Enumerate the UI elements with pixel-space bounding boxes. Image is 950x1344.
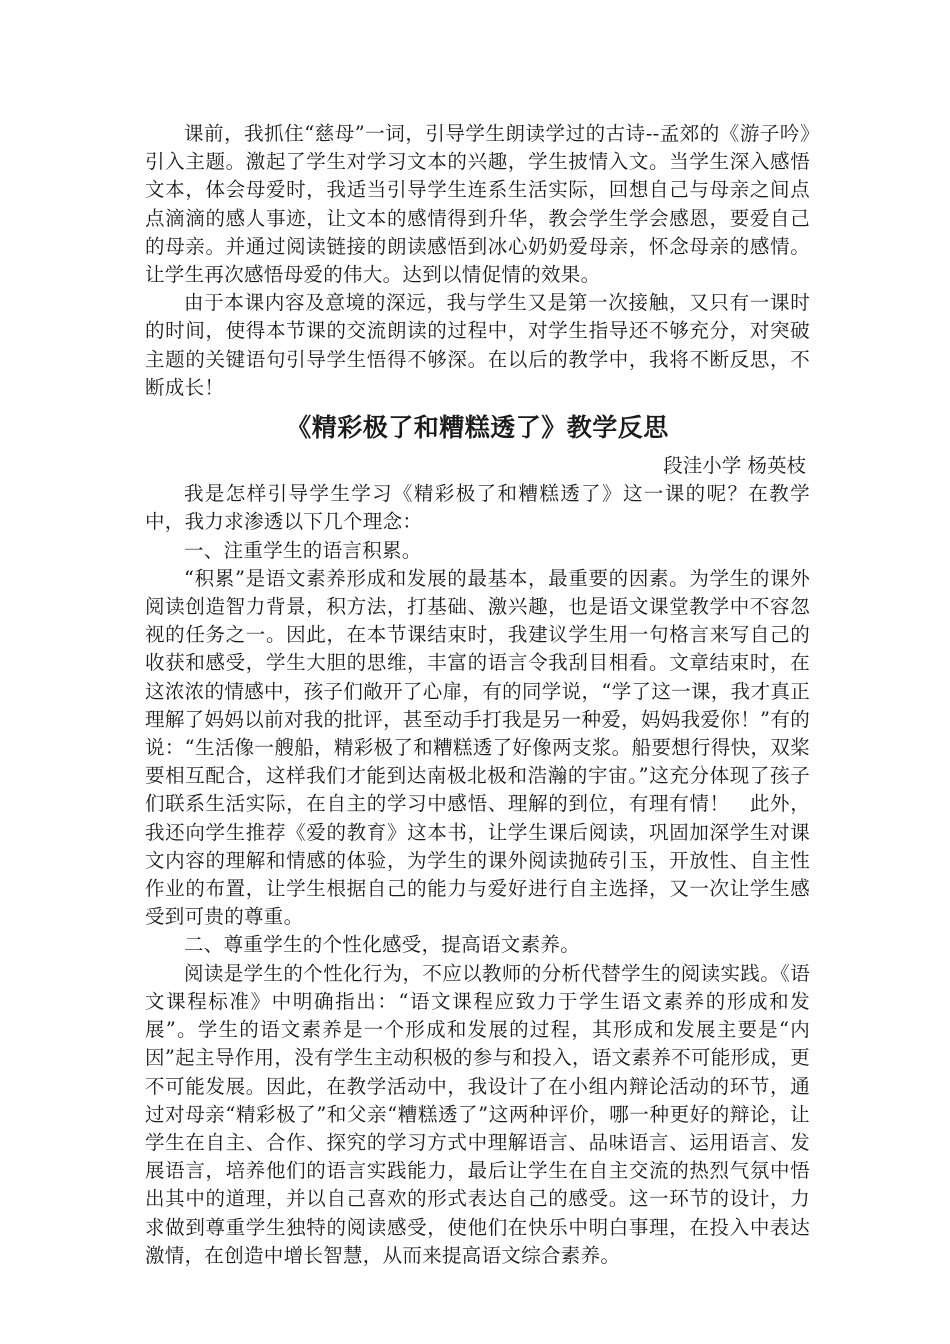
paragraph: “积累”是语文素养形成和发展的最基本，最重要的因素。为学生的课外阅读创造智力背景，积方法，打基础、激兴趣，也是语文课堂教学中不容忽视的任务之一。因此，在本节课结束时，我建议学生用一句格言来写自己的收获和感受，学生大胆的思维，丰富的语言令我刮目相看。文章结束时，在这浓浓的情感中，孩子们敞开了心扉，有的同学说，“学了这一课，我才真正理解了妈妈以前对我的批评，甚至动手打我是另一种爱，妈妈我爱你！”有的说：“生活像一艘船，精彩极了和糟糕透了好像两支浆。船要想行得快，双桨要相互配合，这样我们才能到达南极北极和浩瀚的宇宙。”这充分体现了孩子们联系生活实际，在自主的学习中感悟、理解的到位，有理有情！ 此外，我还向学生推荐《爱的教育》这本书，让学生课后阅读，巩固加深学生对课文内容的理解和情感的体验，为学生的课外阅读抛砖引玉，开放性、自主性作业的布置，让学生根据自己的能力与爱好进行自主选择，又一次让学生感受到可贵的尊重。: [145, 566, 810, 929]
paragraph: 由于本课内容及意境的深远，我与学生又是第一次接触，又只有一课时的时间，使得本节课的交流朗读的过程中，对学生指导还不够充分，对突破主题的关键语句引导学生悟得不够深。在以后的教学中，我将不断反思，不断成长！: [145, 291, 810, 399]
document-page: [145, 120, 810, 1270]
section-heading: 二、尊重学生的个性化感受，提高语文素养。: [184, 933, 581, 957]
article-title: 《精彩极了和糟糕透了》教学反思: [286, 413, 669, 443]
paragraph: 阅读是学生的个性化行为，不应以教师的分析代替学生的阅读实践。《语文课程标准》中明确指出：“语文课程应致力于学生语文素养的形成和发展”。学生的语文素养是一个形成和发展的过程，其形成和发展主要是“内因”起主导作用，没有学生主动积极的参与和投入，语文素养不可能形成，更不可能发展。因此，在教学活动中，我设计了在小组内辩论活动的环节，通过对母亲“精彩极了”和父亲“糟糕透了”这两种评价，哪一种更好的辩论，让学生在自主、合作、探究的学习方式中理解语言、品味语言、运用语言、发展语言，培养他们的语言实践能力，最后让学生在自主交流的热烈气氛中悟出其中的道理，并以自己喜欢的形式表达自己的感受。这一环节的设计，力求做到尊重学生独特的阅读感受，使他们在快乐中明白事理，在投入中表达激情，在创造中增长智慧，从而来提高语文综合素养。: [145, 961, 810, 1267]
paragraph: 我是怎样引导学生学习《精彩极了和糟糕透了》这一课的呢？在教学中，我力求渗透以下几个理念：: [145, 482, 810, 534]
author-line: 段洼小学 杨英枝: [663, 454, 806, 478]
paragraph: 课前，我抓住“慈母”一词，引导学生朗读学过的古诗--孟郊的《游子吟》引入主题。激起了学生对学习文本的兴趣，学生披情入文。当学生深入感悟文本，体会母爱时，我适当引导学生连系生活实际，回想自己与母亲之间点点滴滴的感人事迹，让文本的感情得到升华，教会学生学会感恩，要爱自己的母亲。并通过阅读链接的朗读感悟到冰心奶奶爱母亲，怀念母亲的感情。让学生再次感悟母爱的伟大。达到以情促情的效果。: [145, 122, 810, 287]
section-heading: 一、注重学生的语言积累。: [184, 538, 422, 562]
